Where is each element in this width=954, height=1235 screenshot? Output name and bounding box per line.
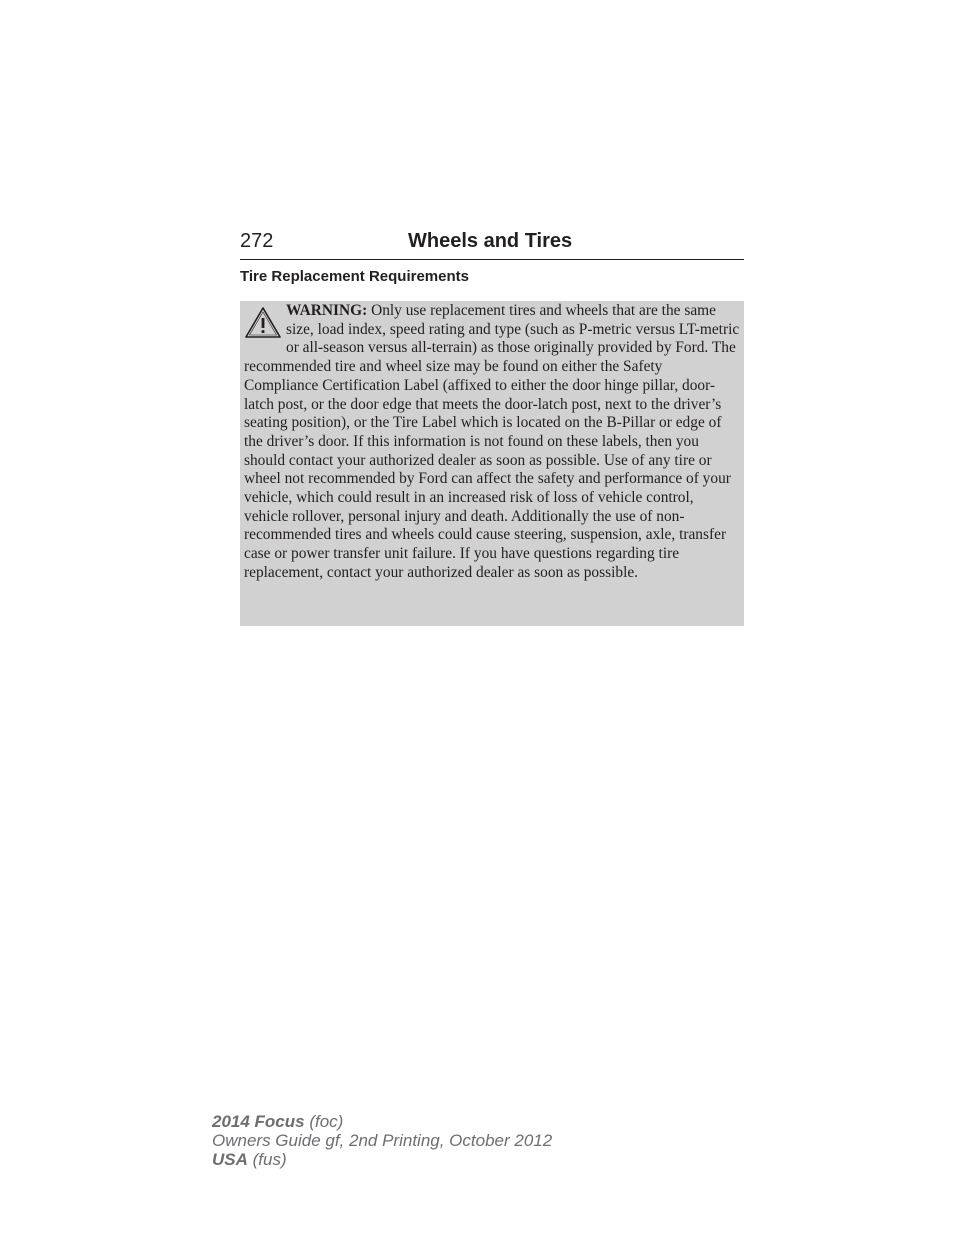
warning-box (240, 301, 744, 626)
footer (212, 1112, 552, 1169)
section-heading: Tire Replacement Requirements (240, 268, 469, 285)
footer-line-2: Owners Guide gf, 2nd Printing, October 2012 (212, 1131, 553, 1150)
page-number: 272 (240, 230, 274, 252)
warning-text (244, 302, 740, 583)
footer-model: 2014 Focus (212, 1112, 305, 1131)
warning-label: WARNING: (286, 302, 368, 319)
footer-line-1 (212, 1112, 552, 1131)
footer-market: USA (212, 1150, 248, 1169)
warning-body: Only use replacement tires and wheels that are the same size, load index, speed rating and type (such as P-metric versus LT-metric or all-season versus all-terrain) as those originally provided by Ford. The recommended tire and wheel size may be found on either the Safety Compliance Certification Label (affixed to either the door hinge pillar, door-latch post, or the door edge that meets the door-latch post, next to the driver’s seating position), or the Tire Label which is located on the B-Pillar or edge of the driver’s door. If this information is not found on these labels, then you should contact your authorized dealer as soon as possible. Use of any tire or wheel not recommended by Ford can affect the safety and performance of your vehicle, which could result in an increased risk of loss of vehicle control, vehicle rollover, personal injury and death. Additionally the use of non-recommended tires and wheels could cause steering, suspension, axle, transfer case or power transfer unit failure. If you have questions regarding tire replacement, contact your authorized dealer as soon as possible. (244, 302, 740, 581)
warning-triangle-icon (244, 306, 282, 340)
chapter-title: Wheels and Tires (408, 230, 573, 252)
footer-model-code: (foc) (304, 1112, 344, 1131)
footer-line-3 (212, 1150, 552, 1169)
footer-market-code: (fus) (247, 1150, 287, 1169)
page-header (240, 229, 744, 260)
